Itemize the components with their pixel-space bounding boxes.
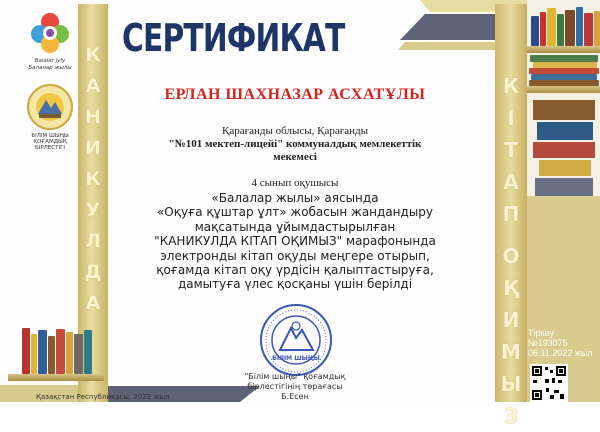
signature-line: "Білім шыңы" қоғамдық — [244, 372, 346, 381]
registry-label: Тіркеу — [528, 328, 554, 338]
bilim-shyny-logo — [24, 82, 76, 132]
body-line: электронды кітап оқуды меңгере отырып, — [160, 248, 430, 263]
balalar-jyly-label-1: Balalar jyly — [34, 58, 66, 64]
certificate-title: СЕРТИФИКАТ — [122, 16, 345, 60]
registry-block — [528, 328, 600, 358]
award-body — [150, 191, 440, 292]
balalar-jyly-label-2: Балалар жылы — [28, 65, 72, 71]
school-line-1: "№101 мектеп-лицейі" коммуналдық мемлекеттік — [168, 138, 422, 150]
stamp-label: БІЛІМ ШЫҢЫ — [272, 355, 320, 362]
recipient-name: ЕРЛАН ШАХНАЗАР АСХАТҰЛЫ — [164, 86, 426, 103]
official-stamp — [258, 302, 334, 378]
grade-text: 4 сынып оқушысы — [251, 177, 339, 189]
body-line: «Балалар жылы» аясында — [211, 191, 379, 205]
signature-line: Б.Есен — [281, 392, 309, 401]
body-line: мақсатында ұйымдастырылған — [194, 219, 396, 234]
body-line: «Оқуға құштар ұлт» жобасын жандандыру — [156, 205, 434, 220]
left-shelf — [8, 374, 104, 381]
school-line-2: мекемесі — [273, 151, 317, 163]
signature-line: бірлестігінің төрағасы — [247, 382, 343, 391]
body-line: қоғамда кітап оқу үрдісін қалыптастыруға, — [156, 263, 434, 278]
footer-country: Қазақстан Республикасы, 2022 жыл — [36, 393, 170, 401]
left-books — [20, 322, 98, 374]
balalar-jyly-logo — [26, 8, 74, 56]
bilim-shyny-label-2: ҚОҒАМДЫҚ БІРЛЕСТІГІ — [33, 139, 67, 151]
region-text: Қарағанды облысы, Қарағанды — [222, 125, 368, 137]
body-line: дамытуға үлес қосқаны үшін берілді — [177, 277, 413, 292]
right-vertical-word: К І Т А П О Қ И М Ы З — [500, 74, 522, 428]
registry-number: №193075 — [528, 338, 568, 348]
signature-block — [215, 372, 375, 402]
bilim-shyny-label-1: БІЛІМ ШЫҢЫ — [31, 133, 69, 139]
registry-date: 06.11.2022 жыл — [528, 348, 593, 358]
body-line: "КАНИКУЛДА КІТАП ОҚИМЫЗ" марафонында — [154, 234, 436, 249]
qr-code — [530, 364, 568, 402]
left-vertical-word: К А Н И К У Л Д А — [84, 44, 102, 314]
